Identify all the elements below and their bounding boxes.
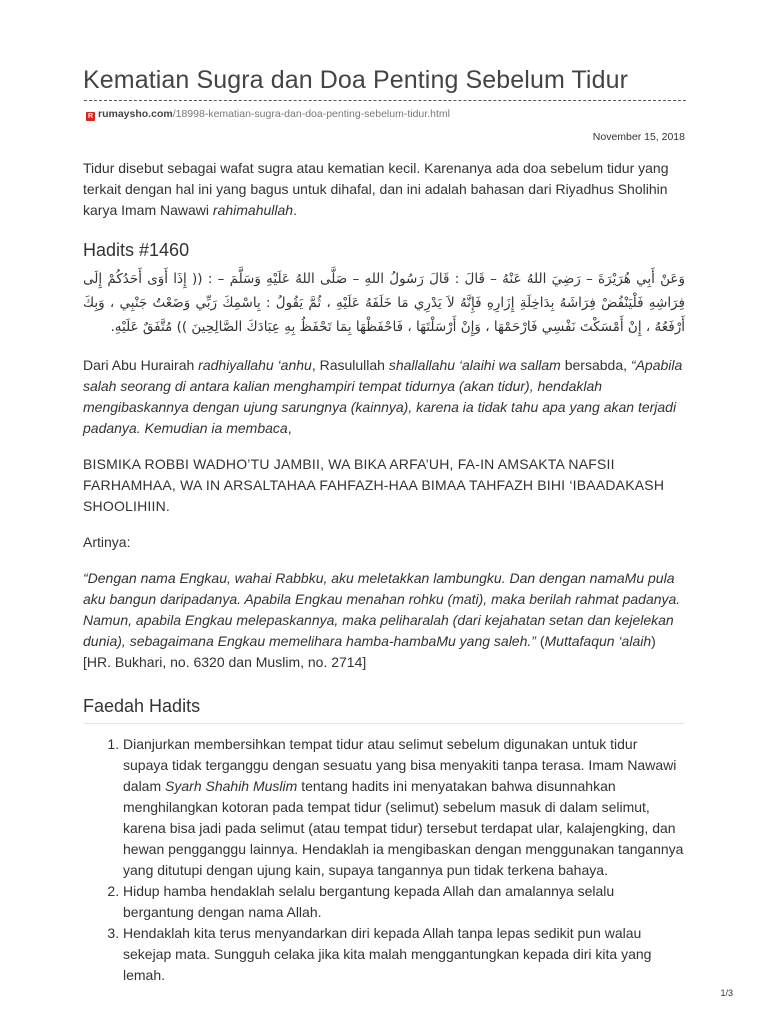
article-body bbox=[83, 158, 685, 986]
doa-translation: “Dengan nama Engkau, wahai Rabbku, aku meletakkan lambungku. Dan dengan namaMu pula aku bangun daripadanya. Apabila Engkau menahan rohku (mati), maka berilah rahmat padanya. Namun, apabila Engkau melepaskannya, maka peliharalah (dari kejahatan setan dan kejelekan dunia), sebagaimana Engkau memelihara hamba-hambaMu yang saleh.” (Muttafaqun ‘alaih) [HR. Bukhari, no. 6320 dan Muslim, no. 2714] bbox=[83, 570, 681, 670]
article-title: Kematian Sugra dan Doa Penting Sebelum Tidur bbox=[83, 66, 629, 94]
faedah-list bbox=[83, 734, 685, 986]
site-favicon-icon: R bbox=[87, 113, 94, 120]
page-number: 1/3 bbox=[720, 988, 733, 998]
artinya-label: Artinya: bbox=[83, 534, 131, 550]
hadits-heading: Hadits #1460 bbox=[83, 240, 190, 260]
doa-transliteration: BISMIKA ROBBI WADHO’TU JAMBII, WA BIKA ARFA’UH, FA-IN AMSAKTA NAFSII FARHAMHAA, WA IN ARSALTAHAA FAHFAZH-HAA BIMAA TAHFAZH BIHI ‘IBAADAKASH SHOOLIHIIN. bbox=[83, 456, 665, 514]
intro-paragraph: Tidur disebut sebagai wafat sugra atau kematian kecil. Karenanya ada doa sebelum tidur yang terkait dengan hal ini yang bagus untuk dihafal, dan ini adalah bahasan dari Riyadhus Sholihin karya Imam Nawawi rahimahullah. bbox=[83, 160, 669, 218]
list-item: 2. Hidup hamba hendaklah selalu bergantung kepada Allah dan amalannya selalu bergantung dengan nama Allah. bbox=[123, 881, 685, 923]
hadits-narration: Dari Abu Hurairah radhiyallahu ‘anhu, Rasulullah shallallahu ‘alaihi wa sallam bersabda, “Apabila salah seorang di antara kalian menghampiri tempat tidurnya (akan tidur), hendaklah mengibaskannya dengan ujung sarungnya (kainnya), karena ia tidak tahu apa yang akan terjadi padanya. Kemudian ia membaca, bbox=[83, 357, 683, 436]
publish-date: November 15, 2018 bbox=[592, 131, 685, 143]
source-path[interactable]: /18998-kematian-sugra-dan-doa-penting-sebelum-tidur.html bbox=[172, 108, 450, 120]
hadits-arabic-text: وَعَنْ أَبِي هُرَيْرَةَ – رَضِيَ اللهُ عَنْهُ – قَالَ : قَالَ رَسُولُ اللهِ – صَلَّى اللهُ عَلَيْهِ وَسَلَّمَ – : (( إِذَا أَوَى أَحَدُكُمْ إِلَى فِرَاشِهِ فَلْيَنْفُضْ فِرَاشَهُ بِدَاخِلَةِ إِزَارِهِ فَإِنَّهُ لاَ يَدْرِي مَا خَلَفَهُ عَلَيْهِ ، ثُمَّ يَقُولُ : بِاسْمِكَ رَبِّي وَضَعْتُ جَنْبِي ، وَبِكَ أَرْفَعُهُ ، إِنْ أَمْسَكْتَ نَفْسِي فَارْحَمْهَا ، وَإِنْ أَرْسَلْتَهَا ، فَاحْفَظْهَا بِمَا تَحْفَظُ بِهِ عِبَادَكَ الصَّالِحِينَ )) مُتَّفَقٌ عَلَيْهِ. bbox=[83, 271, 685, 335]
source-domain[interactable]: rumaysho.com bbox=[98, 108, 173, 120]
title-divider bbox=[84, 100, 686, 101]
list-item: 3. Hendaklah kita terus menyandarkan diri kepada Allah tanpa lepas sedikit pun walau sekejap mata. Sungguh celaka jika kita malah menggantungkan kepada diri kita yang lemah. bbox=[123, 923, 685, 986]
source-url[interactable] bbox=[86, 108, 450, 121]
faedah-heading: Faedah Hadits bbox=[83, 695, 685, 724]
list-item: 1. Dianjurkan membersihkan tempat tidur atau selimut sebelum digunakan untuk tidur supaya tidak terganggu dengan sesuatu yang bisa menyakiti tanpa terasa. Imam Nawawi dalam Syarh Shahih Muslim tentang hadits ini menyatakan bahwa disunnahkan menghilangkan kotoran pada tempat tidur (selimut) sebelum masuk di dalam selimut, karena bisa jadi pada selimut (atau tempat tidur) tersebut terdapat ular, kalajengking, dan hewan pengganggu lainnya. Hendaklah ia mengibaskan dengan menggunakan tangannya yang ditutupi dengan ujung kain, supaya tangannya pun tidak terkena bahaya. bbox=[123, 734, 685, 881]
